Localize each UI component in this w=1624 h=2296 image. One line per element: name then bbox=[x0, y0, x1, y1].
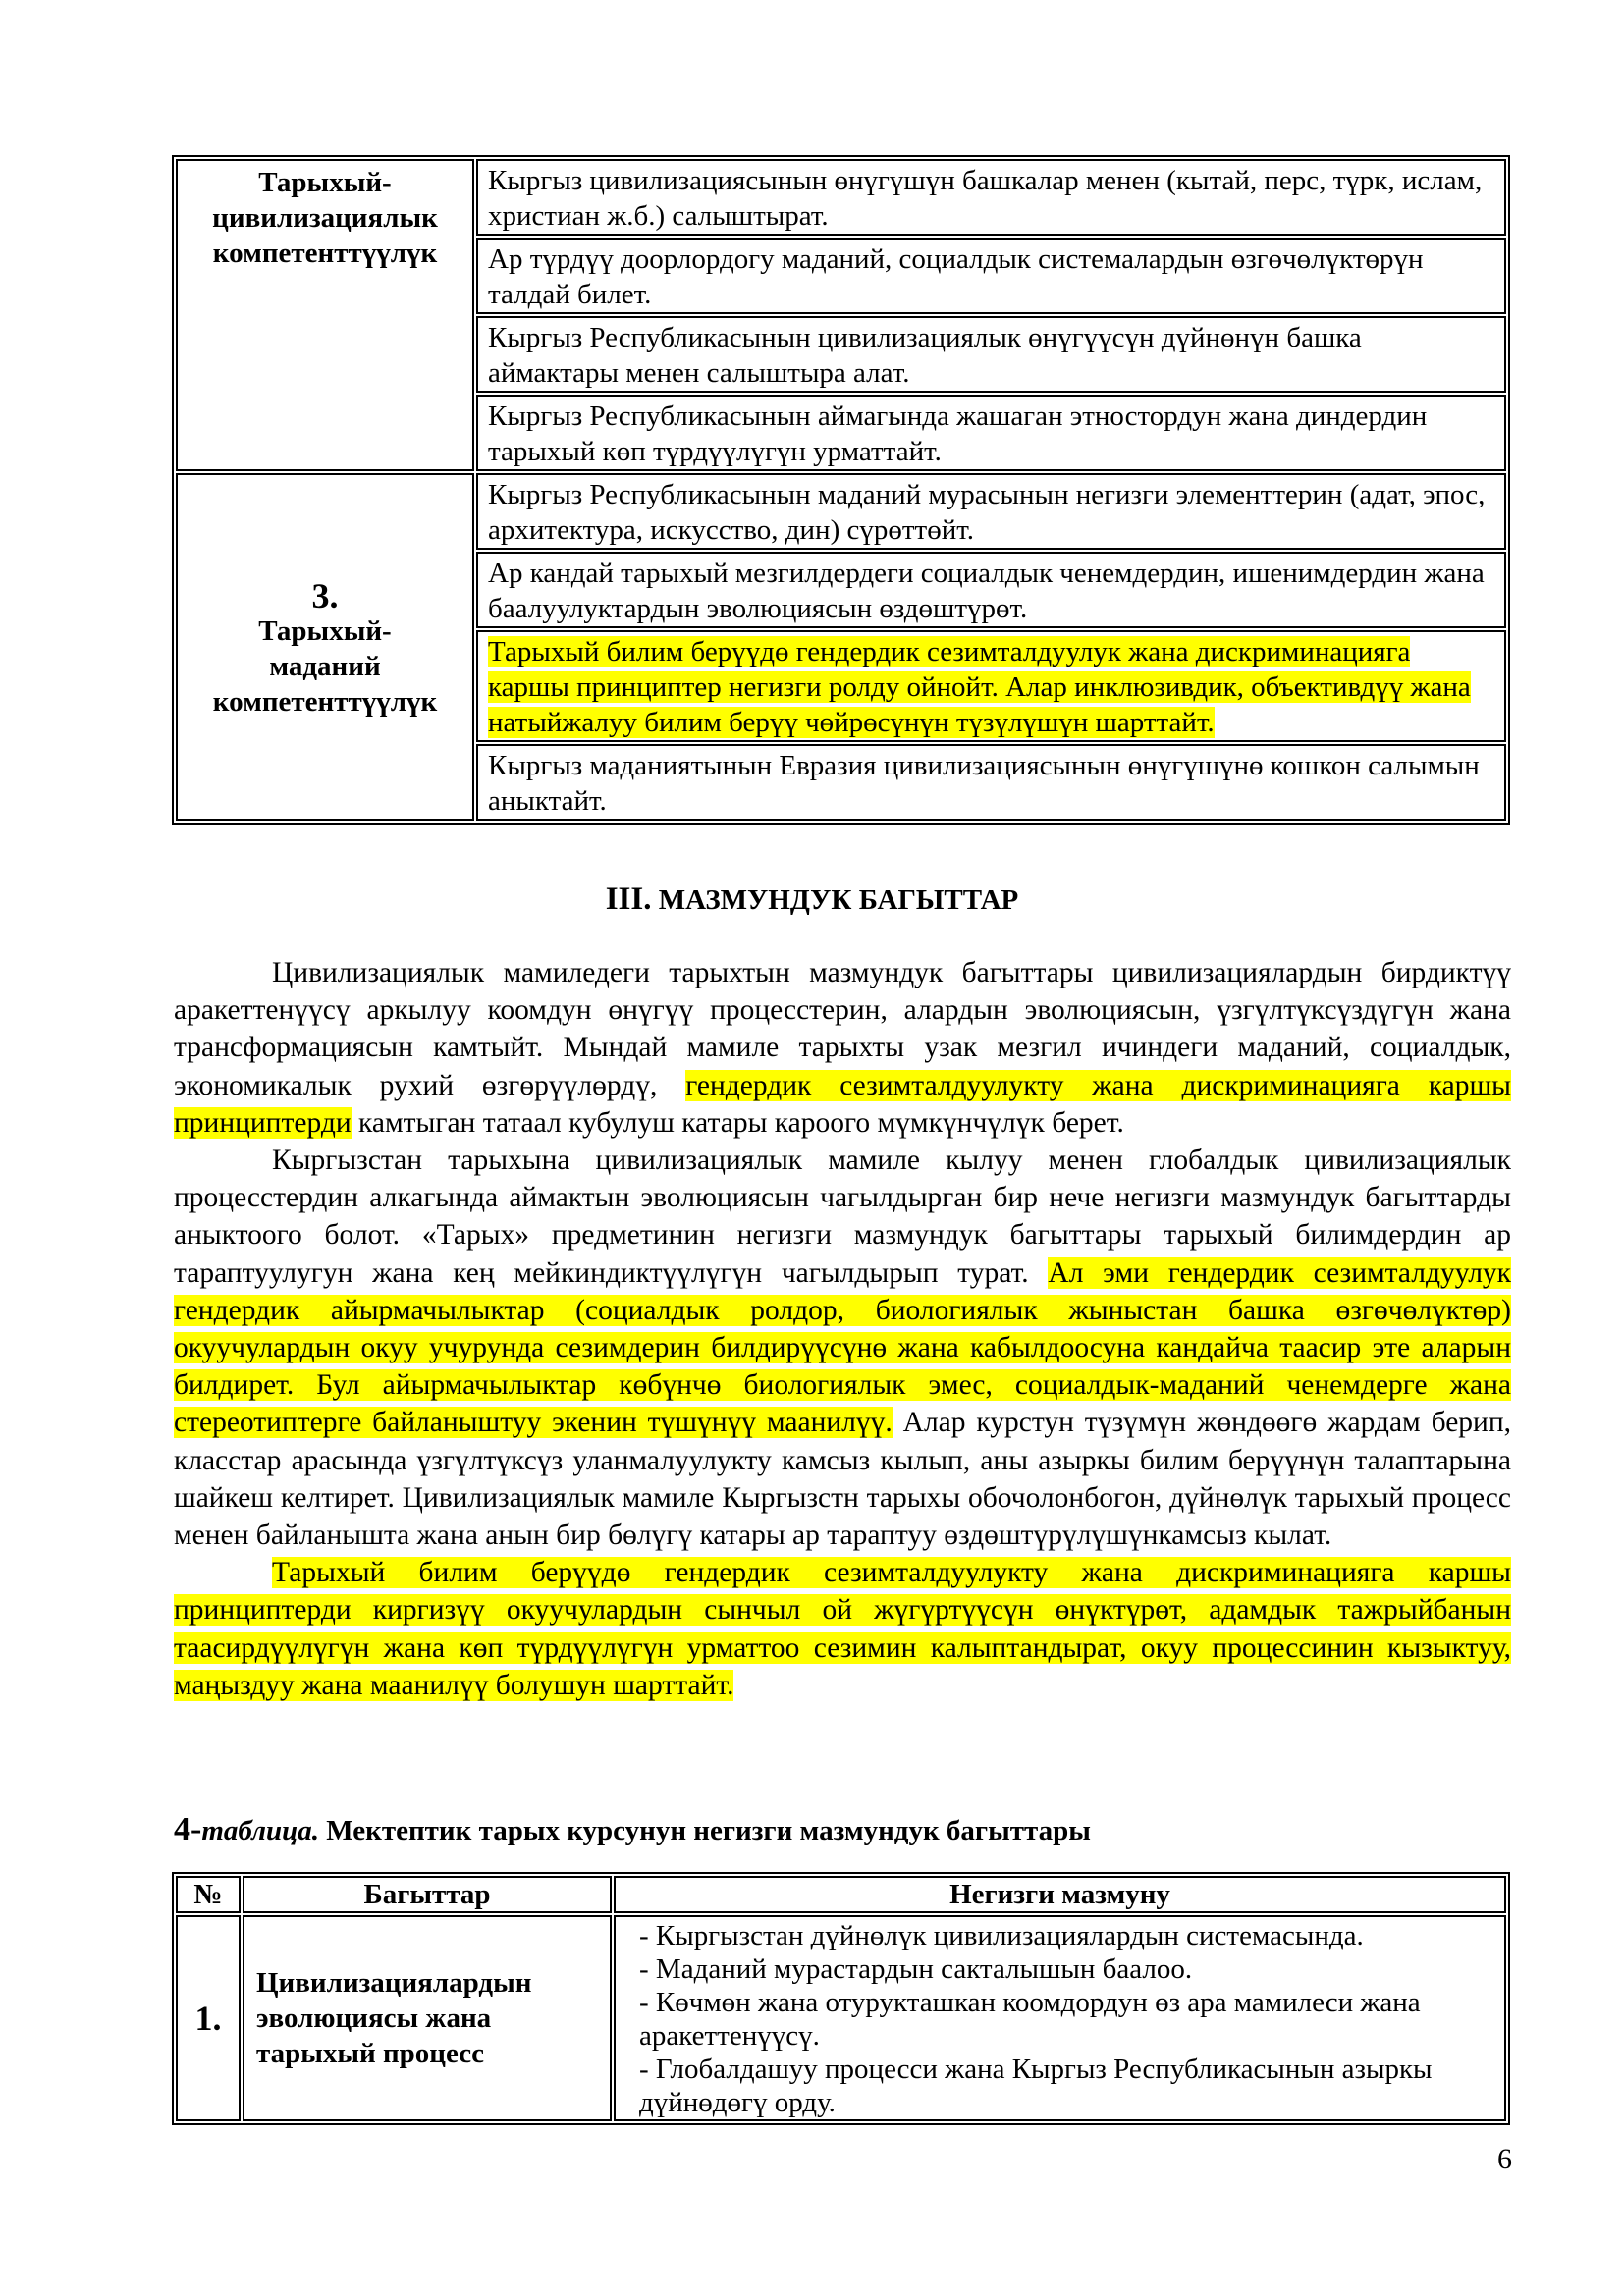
group-label-cultural: 3. Тарыхый- маданий компетенттүүлүк bbox=[176, 473, 474, 821]
content-directions-table bbox=[172, 1872, 1510, 2125]
table-cell: Ар кандай тарыхый мезгилдердеги социалдык ченемдердин, ишенимдердин жана баалуулуктардын эволюциясын өздөштүрөт. bbox=[476, 552, 1506, 628]
section-title: МАЗМУНДУК БАГЫТТАР bbox=[651, 884, 1019, 916]
highlighted-text: Тарыхый билим берүүдө гендердик сезимталдуулукту жана дискриминацияга каршы принциптерди киргизүү окуучулардын сынчыл ой жүгүртүүсүн өнүктүрөт, адамдык тажрыйбанын таасирдүүлүгүн жана көп түрдүүлүгүн урматтоо сезимин калыптандырат, окуу процессинин кызыктуу, маңыздуу жана маанилүү болушун шарттайт. bbox=[174, 1557, 1511, 1701]
highlighted-text: Ал эми гендердик сезимталдуулук гендердик айырмачылыктар (социалдык ролдор, биологиялык жыныстан башка өзгөчөлүктөр) окуучулардын окуу учурунда сезимдерин билдирүүсүнө жана кабылдоосуна кандайча таасир эте аларын билдирет. Бул айырмачылыктар көбүнчө биологиялык эмес, социалдык-маданий ченемдерге жана стереотиптерге байланыштуу экенин түшүнүү маанилүү. bbox=[174, 1256, 1511, 1439]
highlighted-text: Тарыхый билим берүүдө гендердик сезимталдуулук жана дискриминацияга каршы принциптер негизги ролду ойнойт. Алар инклюзивдик, объективдүү жана натыйжалуу билим берүү чөйрөсүнүн түзүлүшүн шарттайт. bbox=[488, 636, 1471, 738]
page-number: 6 bbox=[1497, 2143, 1512, 2175]
column-header: Багыттар bbox=[243, 1876, 612, 1913]
table-cell: Кыргыз маданиятынын Евразия цивилизациясынын өнүгүшүнө кошкон салымын аныктайт. bbox=[476, 744, 1506, 821]
table-cell-highlighted bbox=[476, 630, 1506, 742]
table-caption bbox=[174, 1812, 1091, 1848]
section-heading bbox=[0, 881, 1624, 918]
list-item: - Маданий мурастардын сакталышын баалоо. bbox=[639, 1953, 1193, 1985]
column-header: Негизги мазмуну bbox=[614, 1876, 1506, 1913]
list-item: - Кыргызстан дүйнөлүк цивилизациялардын системасында. bbox=[639, 1920, 1364, 1951]
content-cell bbox=[614, 1915, 1506, 2121]
list-item: - Глобалдашуу процесси жана Кыргыз Республикасынын азыркы дүйнөдөгү орду. bbox=[639, 2054, 1433, 2118]
table-cell: Ар түрдүү доорлордогу маданий, социалдык системалардын өзгөчөлүктөрүн талдай билет. bbox=[476, 238, 1506, 314]
table-cell: Кыргыз цивилизациясынын өнүгүшүн башкалар менен (кытай, перс, түрк, ислам, христиан ж.б.) салыштырат. bbox=[476, 159, 1506, 236]
caption-text: Мектептик тарых курсунун негизги мазмундук багыттары bbox=[319, 1815, 1091, 1846]
caption-label: таблица. bbox=[201, 1815, 320, 1846]
direction-cell: Цивилизациялардын эволюциясы жана тарыхый процесс bbox=[243, 1915, 612, 2121]
paragraph: Кыргызстан тарыхына цивилизациялык мамиле кылуу менен глобалдык цивилизациялык процесстердин алкагында аймактын эволюциясын чагылдырган бир нече негизги мазмундук багыттарды аныктоого болот. «Тарых» предметинин негизги мазмундук багыттары тарыхый билимдердин ар тараптуулугун жана кең мейкиндиктүүлүгүн чагылдырып турат. Ал эми гендердик сезимталдуулук гендердик айырмачылыктар (социалдык ролдор, биологиялык жыныстан башка өзгөчөлүктөр) окуучулардын окуу учурунда сезимдерин билдирүүсүнө жана кабылдоосуна кандайча таасир эте аларын билдирет. Бул айырмачылыктар көбүнчө биологиялык эмес, социалдык-маданий ченемдерге жана стереотиптерге байланыштуу экенин түшүнүү маанилүү. Алар курстун түзүмүн жөндөөгө жардам берип, класстар арасында үзгүлтүксүз уланмалуулукту камсыз кылып, аны азыркы билим берүүнүн талаптарына шайкеш келтирет. Цивилизациялык мамиле Кыргызстн тарыхы обочолонбогон, дүйнөлүк тарыхый процесс менен байланышта жана анын бир бөлүгү катары ар тараптуу өздөштүрүлүшүнкамсыз кылат. bbox=[174, 1145, 1511, 1552]
paragraph bbox=[174, 1554, 1511, 1704]
caption-number: 4- bbox=[174, 1811, 202, 1847]
competency-table bbox=[172, 155, 1510, 825]
table-cell: Кыргыз Республикасынын маданий мурасынын негизги элементтерин (адат, эпос, архитектура, искусство, дин) сүрөттөйт. bbox=[476, 473, 1506, 550]
column-header: № bbox=[176, 1876, 241, 1913]
paragraph: Цивилизациялык мамиледеги тарыхтын мазмундук багыттары цивилизациялардын бирдиктүү аракеттенүүсү аркылуу коомдун өнүгүү процесстерин, алардын эволюциясын, үзгүлтүксүздүгүн жана трансформациясын камтыйт. Мындай мамиле тарыхты узак мезгил ичиндеги маданий, социалдык, экономикалык рухий өзгөрүүлөрдү, гендердик сезимталдуулукту жана дискриминацияга каршы принциптерди камтыган татаал кубулуш катары кароого мүмкүнчүлүк берет. bbox=[174, 957, 1511, 1139]
group-label-civilizational: Тарыхый- цивилизациялык компетенттүүлүк bbox=[176, 159, 474, 471]
table-cell: Кыргыз Республикасынын цивилизациялык өнүгүүсүн дүйнөнүн башка аймактары менен салыштыра алат. bbox=[476, 316, 1506, 393]
body-text bbox=[174, 954, 1511, 1704]
table-cell: Кыргыз Республикасынын аймагында жашаган этностордун жана диндердин тарыхый көп түрдүүлүгүн урматтайт. bbox=[476, 395, 1506, 471]
highlighted-text: гендердик сезимталдуулукту жана дискриминацияга каршы принциптерди bbox=[174, 1069, 1511, 1139]
group-number: 3. bbox=[311, 576, 339, 615]
list-item: - Көчмөн жана отурукташкан коомдордун өз ара мамилеси жана аракеттенүүсү. bbox=[639, 1987, 1421, 2052]
section-roman: III. bbox=[605, 881, 652, 917]
row-number: 1. bbox=[176, 1915, 241, 2121]
